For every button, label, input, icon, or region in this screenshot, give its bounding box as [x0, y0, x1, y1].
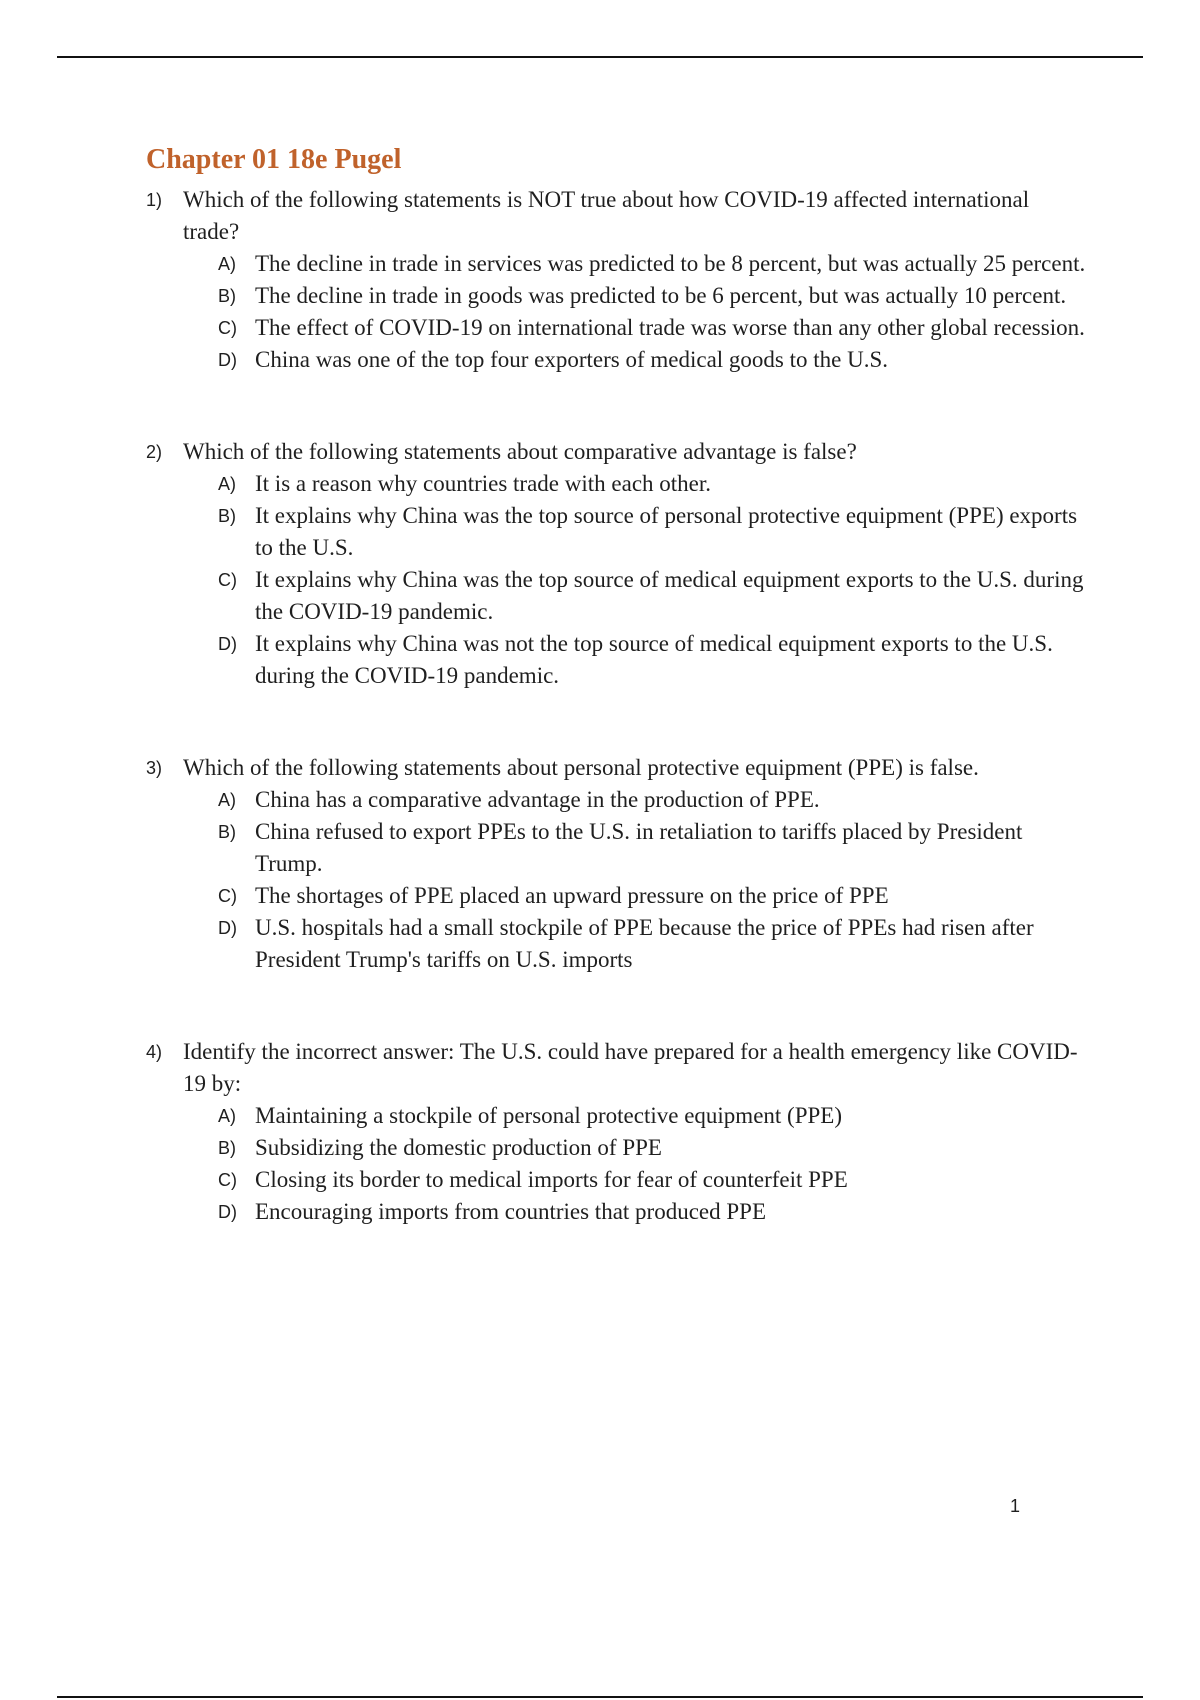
- answer-options: [218, 1100, 1086, 1228]
- option-b: [218, 500, 1086, 564]
- option-text: The shortages of PPE placed an upward pressure on the price of PPE: [255, 883, 889, 908]
- option-text: The effect of COVID-19 on international trade was worse than any other global recession.: [255, 315, 1085, 340]
- question-stem: [146, 752, 1086, 784]
- option-letter: A): [218, 790, 236, 810]
- option-text: Subsidizing the domestic production of PPE: [255, 1135, 662, 1160]
- question-number: 3): [146, 758, 163, 778]
- question-text: Which of the following statements about comparative advantage is false?: [183, 439, 857, 464]
- option-letter: C): [218, 1170, 237, 1190]
- option-letter: B): [218, 1138, 236, 1158]
- question-1: [146, 184, 1086, 376]
- question-number: 4): [146, 1042, 163, 1062]
- option-text: It is a reason why countries trade with each other.: [255, 471, 712, 496]
- option-letter: C): [218, 886, 237, 906]
- page-content: [146, 142, 1086, 1288]
- option-letter: D): [218, 918, 237, 938]
- option-text: China was one of the top four exporters of medical goods to the U.S.: [255, 347, 889, 372]
- page-number: 1: [1010, 1496, 1021, 1516]
- option-letter: A): [218, 254, 236, 274]
- option-a: [218, 784, 1086, 816]
- option-b: [218, 280, 1086, 312]
- option-c: [218, 312, 1086, 344]
- header-rule: [57, 56, 1143, 58]
- option-text: China refused to export PPEs to the U.S. in retaliation to tariffs placed by President Trump.: [255, 819, 1023, 876]
- option-d: [218, 344, 1086, 376]
- option-d: [218, 912, 1086, 976]
- option-c: [218, 880, 1086, 912]
- option-d: [218, 628, 1086, 692]
- option-text: The decline in trade in goods was predicted to be 6 percent, but was actually 10 percent.: [255, 283, 1067, 308]
- question-stem: [146, 436, 1086, 468]
- option-letter: A): [218, 1106, 236, 1126]
- option-letter: B): [218, 286, 236, 306]
- answer-options: [218, 468, 1086, 692]
- option-text: It explains why China was not the top source of medical equipment exports to the U.S. during the COVID-19 pandemic.: [255, 631, 1053, 688]
- question-text: Which of the following statements is NOT true about how COVID-19 affected international trade?: [183, 187, 1030, 244]
- answer-options: [218, 248, 1086, 376]
- option-c: [218, 564, 1086, 628]
- option-letter: C): [218, 570, 237, 590]
- option-a: [218, 248, 1086, 280]
- question-number: 2): [146, 442, 163, 462]
- option-text: Encouraging imports from countries that produced PPE: [255, 1199, 767, 1224]
- question-3: [146, 752, 1086, 976]
- option-a: [218, 1100, 1086, 1132]
- option-c: [218, 1164, 1086, 1196]
- question-text: Which of the following statements about personal protective equipment (PPE) is false.: [183, 755, 979, 780]
- footer-rule: [57, 1696, 1143, 1698]
- option-letter: C): [218, 318, 237, 338]
- option-text: It explains why China was the top source of medical equipment exports to the U.S. during the COVID-19 pandemic.: [255, 567, 1084, 624]
- option-text: Maintaining a stockpile of personal protective equipment (PPE): [255, 1103, 842, 1128]
- option-letter: D): [218, 634, 237, 654]
- option-letter: A): [218, 474, 236, 494]
- option-letter: B): [218, 822, 236, 842]
- option-d: [218, 1196, 1086, 1228]
- option-text: Closing its border to medical imports for fear of counterfeit PPE: [255, 1167, 848, 1192]
- question-4: [146, 1036, 1086, 1228]
- question-2: [146, 436, 1086, 692]
- option-text: The decline in trade in services was predicted to be 8 percent, but was actually 25 percent.: [255, 251, 1086, 276]
- question-text: Identify the incorrect answer: The U.S. could have prepared for a health emergency like COVID-19 by:: [183, 1039, 1078, 1096]
- option-b: [218, 1132, 1086, 1164]
- option-text: U.S. hospitals had a small stockpile of PPE because the price of PPEs had risen after President Trump's tariffs on U.S. imports: [255, 915, 1034, 972]
- option-letter: B): [218, 506, 236, 526]
- option-letter: D): [218, 350, 237, 370]
- option-b: [218, 816, 1086, 880]
- option-text: China has a comparative advantage in the production of PPE.: [255, 787, 820, 812]
- question-number: 1): [146, 190, 163, 210]
- question-stem: [146, 1036, 1086, 1100]
- answer-options: [218, 784, 1086, 976]
- question-stem: [146, 184, 1086, 248]
- option-letter: D): [218, 1202, 237, 1222]
- option-text: It explains why China was the top source of personal protective equipment (PPE) exports to the U.S.: [255, 503, 1078, 560]
- chapter-title: Chapter 01 18e Pugel: [146, 144, 402, 175]
- option-a: [218, 468, 1086, 500]
